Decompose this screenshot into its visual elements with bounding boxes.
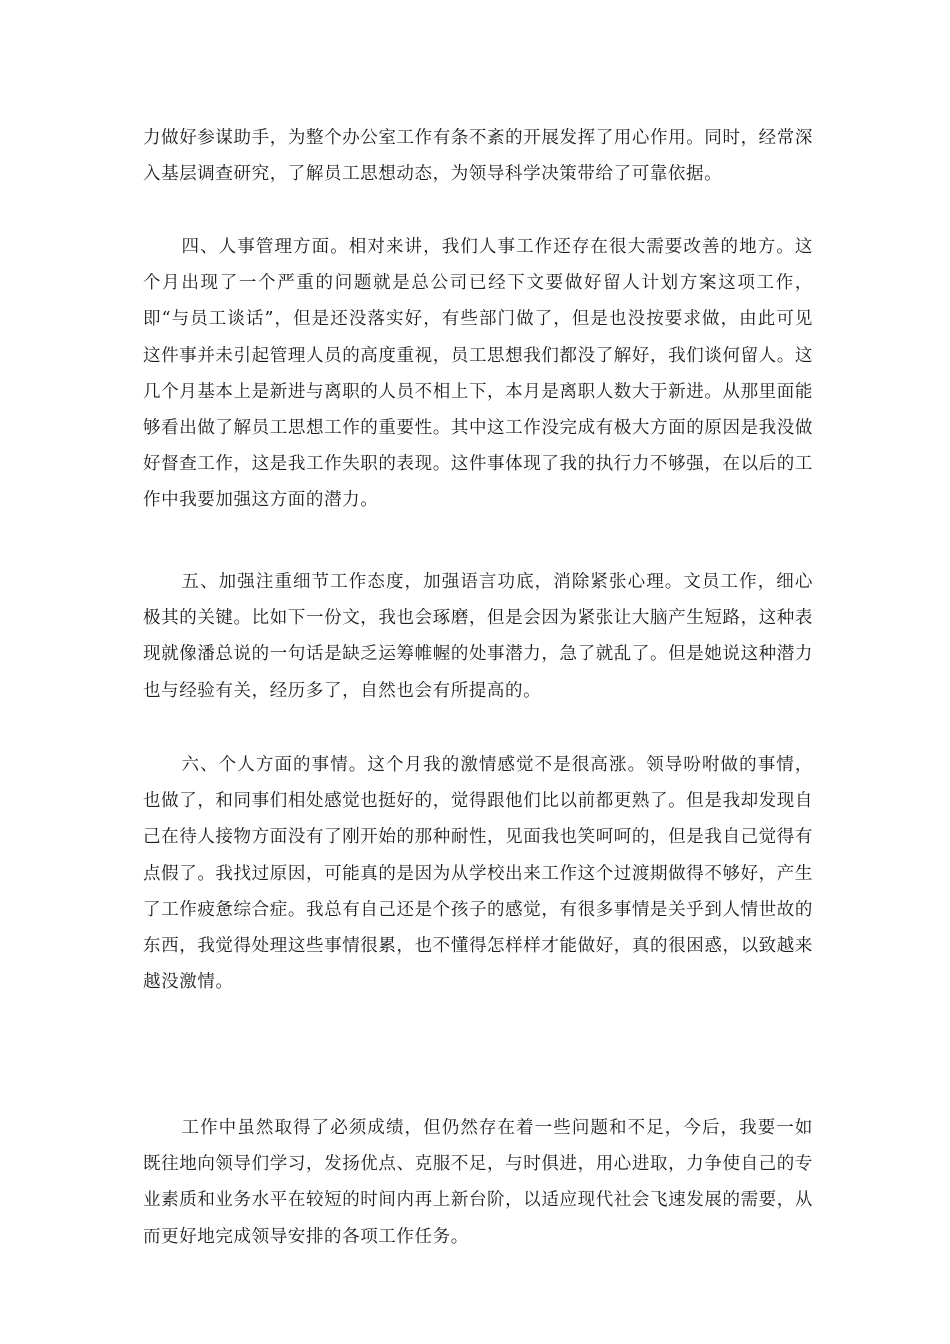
paragraph-detail-attitude: 五、加强注重细节工作态度，加强语言功底，消除紧张心理。文员工作，细心极其的关键。比如下一份文，我也会琢磨，但是会因为紧张让大脑产生短路，这种表现就像潘总说的一句话是缺乏运筹帷幄的处事潜力，急了就乱了。但是她说这种潜力也与经验有关，经历多了，自然也会有所提高的。 [143,572,813,701]
paragraph-personnel-management: 四、人事管理方面。相对来讲，我们人事工作还存在很大需要改善的地方。这个月出现了一个严重的问题就是总公司已经下文要做好留人计划方案这项工作，即“与员工谈话”，但是还没落实好，有些部门做了，但是也没按要求做，由此可见这件事并未引起管理人员的高度重视，员工思想我们都没了解好，我们谈何留人。这几个月基本上是新进与离职的人员不相上下，本月是离职人数大于新进。从那里面能够看出做了解员工思想工作的重要性。其中这工作没完成有极大方面的原因是我没做好督查工作，这是我工作失职的表现。这件事体现了我的执行力不够强，在以后的工作中我要加强这方面的潜力。 [143,237,813,511]
paragraph-continuation: 力做好参谋助手，为整个办公室工作有条不紊的开展发挥了用心作用。同时，经常深入基层调查研究，了解员工思想动态，为领导科学决策带给了可靠依据。 [143,128,813,185]
paragraph-personal-matters: 六、个人方面的事情。这个月我的激情感觉不是很高涨。领导吩咐做的事情，也做了，和同事们相处感觉也挺好的，觉得跟他们比以前都更熟了。但是我却发现自己在待人接物方面没有了刚开始的那种耐性，见面我也笑呵呵的，但是我自己觉得有点假了。我找过原因，可能真的是因为从学校出来工作这个过渡期做得不够好，产生了工作疲惫综合症。我总有自己还是个孩子的感觉，有很多事情是关乎到人情世故的东西，我觉得处理这些事情很累，也不懂得怎样样才能做好，真的很困惑，以致越来越没激情。 [143,755,813,993]
paragraph-conclusion: 工作中虽然取得了必须成绩，但仍然存在着一些问题和不足，今后，我要一如既往地向领导们学习，发扬优点、克服不足，与时俱进，用心进取，力争使自己的专业素质和业务水平在较短的时间内再上新台阶，以适应现代社会飞速发展的需要，从而更好地完成领导安排的各项工作任务。 [143,1118,813,1247]
